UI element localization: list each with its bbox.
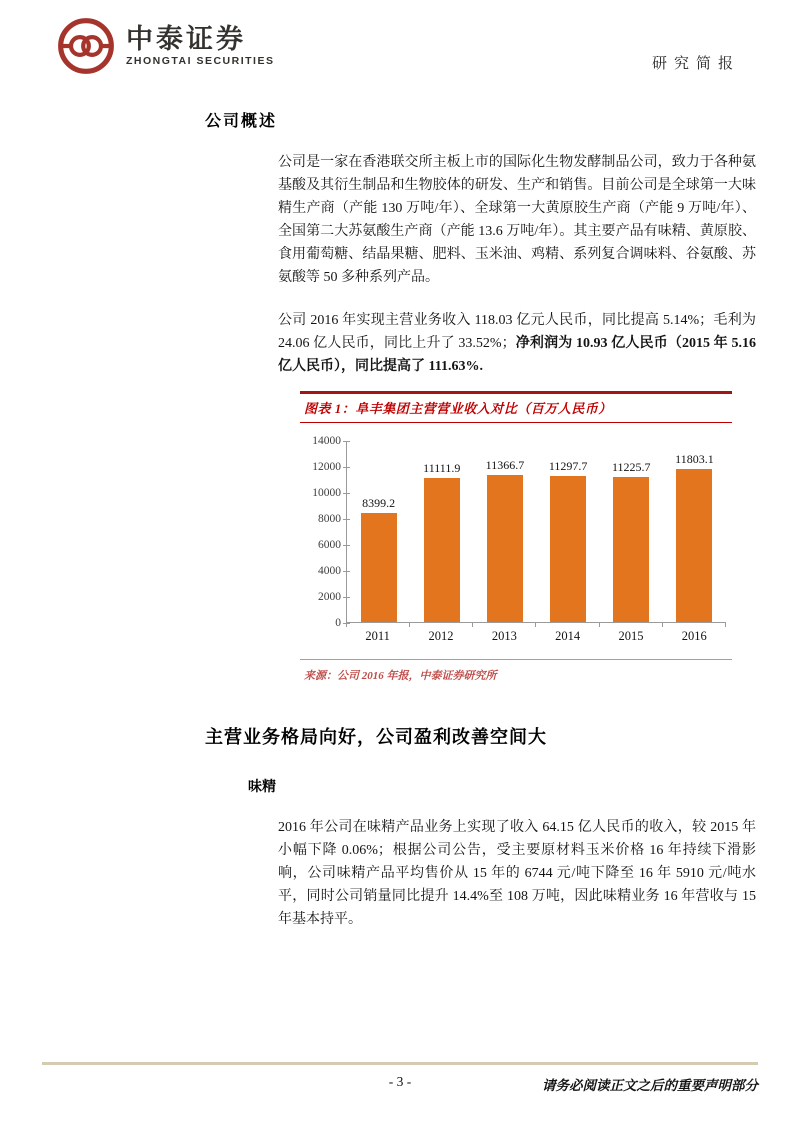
bar-value-label: 11297.7: [548, 458, 588, 473]
bar-2016: [676, 469, 712, 622]
brand-logo: [56, 16, 274, 76]
chart-x-labels: [346, 629, 726, 644]
page-number: - 3 -: [388, 1074, 412, 1089]
brand-name-cn: 中泰证券: [126, 24, 246, 55]
financials-text-bold: 净利润为 10.93 亿人民币（2015 年 5.16 亿人民币），同比提高了 111.63%.: [278, 336, 756, 374]
chart-area: [300, 435, 726, 644]
y-tick: 12000: [312, 461, 350, 473]
chart-plot: [346, 441, 726, 623]
bar-slot-2015: [600, 441, 663, 622]
bar-2011: [361, 513, 397, 622]
x-axis-label: 2011: [365, 629, 390, 643]
figure-source: 来源：公司 2016 年报，中泰证券研究所: [300, 659, 732, 687]
x-axis-label: 2015: [618, 629, 644, 643]
chart-y-axis: [300, 435, 346, 629]
bar-2012: [424, 478, 460, 622]
x-axis-label: 2014: [555, 629, 581, 643]
y-tick: 8000: [318, 513, 350, 525]
brand-text: [126, 25, 274, 67]
paragraph-company-intro: 公司是一家在香港联交所主板上市的国际化生物发酵制品公司，致力于各种氨基酸及其衍生制品和生物胶体的研发、生产和销售。目前公司是全球第一大味精生产商（产能 130 万吨/年）、全球第一大黄原胶生产商（产能 9 万吨/年）、全国第二大苏氨酸生产商（产能 13.6 万吨/年）。其主要产品有味精、黄原胶、食用葡萄糖、结晶果糖、肥料、玉米油、鸡精、系列复合调味料、谷氨酸、苏氨酸等 50 多种系列产品。: [278, 155, 756, 285]
chart-x-ticks: [346, 623, 726, 627]
figure-1: [300, 391, 732, 687]
figure-title: 图表 1：阜丰集团主营营业收入对比（百万人民币）: [300, 391, 732, 423]
x-axis-label: 2013: [491, 629, 517, 643]
footer-disclaimer: 请务必阅读正文之后的重要声明部分: [542, 1078, 758, 1093]
paragraph-msg-business: 2016 年公司在味精产品业务上实现了收入 64.15 亿人民币的收入，较 2015 年小幅下降 0.06%；根据公司公告，受主要原材料玉米价格 16 年持续下滑影响，公司味精产品平均售价从 15 年的 6744 元/吨下降至 16 年 5910 元/吨水平，同时公司销量同比提升 14.4%至 108 万吨，因此味精业务 16 年营收与 15 年基本持平。: [278, 820, 756, 927]
x-axis-label: 2012: [428, 629, 454, 643]
zhongtai-logo-icon: [56, 16, 116, 76]
bar-value-label: 11803.1: [675, 452, 714, 467]
report-body: [0, 108, 800, 931]
bar-2013: [487, 475, 523, 622]
x-tick: [725, 623, 726, 627]
bar-slot-2011: [347, 441, 410, 622]
x-tick: [535, 623, 536, 627]
bar-2015: [613, 477, 649, 622]
subsection-title-msg: 味精: [248, 780, 276, 795]
bar-slot-2016: [663, 441, 726, 622]
x-tick: [472, 623, 473, 627]
paragraph-financials: [278, 309, 756, 378]
section-title-business: 主营业务格局向好，公司盈利改善空间大: [205, 727, 547, 747]
financials-text-normal: 公司 2016 年实现主营业务收入 118.03 亿元人民币，同比提高 5.14%；毛利为 24.06 亿人民币，同比上升了 33.52%；: [278, 313, 756, 351]
bar-slot-2014: [537, 441, 600, 622]
report-type-label: 研究简报: [651, 56, 740, 72]
section-title-overview: 公司概述: [205, 113, 278, 130]
bar-slot-2013: [473, 441, 536, 622]
bar-value-label: 11225.7: [611, 459, 651, 474]
x-tick: [599, 623, 600, 627]
x-tick: [662, 623, 663, 627]
footer-row: [42, 1065, 758, 1093]
x-axis-label: 2016: [681, 629, 707, 643]
brand-name-en: ZHONGTAI SECURITIES: [126, 54, 275, 67]
x-tick: [409, 623, 410, 627]
revenue-bar-chart: [300, 423, 732, 644]
bar-2014: [550, 476, 586, 622]
page-footer: [42, 1062, 758, 1093]
y-tick: 10000: [312, 487, 350, 499]
y-tick: 6000: [318, 539, 350, 551]
bar-slot-2012: [410, 441, 473, 622]
y-tick: 14000: [312, 435, 350, 447]
bar-value-label: 11366.7: [485, 458, 525, 473]
page-header: [0, 0, 800, 92]
y-tick: 2000: [318, 591, 350, 603]
bar-value-label: 8399.2: [362, 496, 396, 511]
bar-value-label: 11111.9: [423, 461, 461, 476]
y-tick: 0: [335, 617, 350, 629]
chart-plot-wrap: [346, 441, 726, 644]
y-tick: 4000: [318, 565, 350, 577]
